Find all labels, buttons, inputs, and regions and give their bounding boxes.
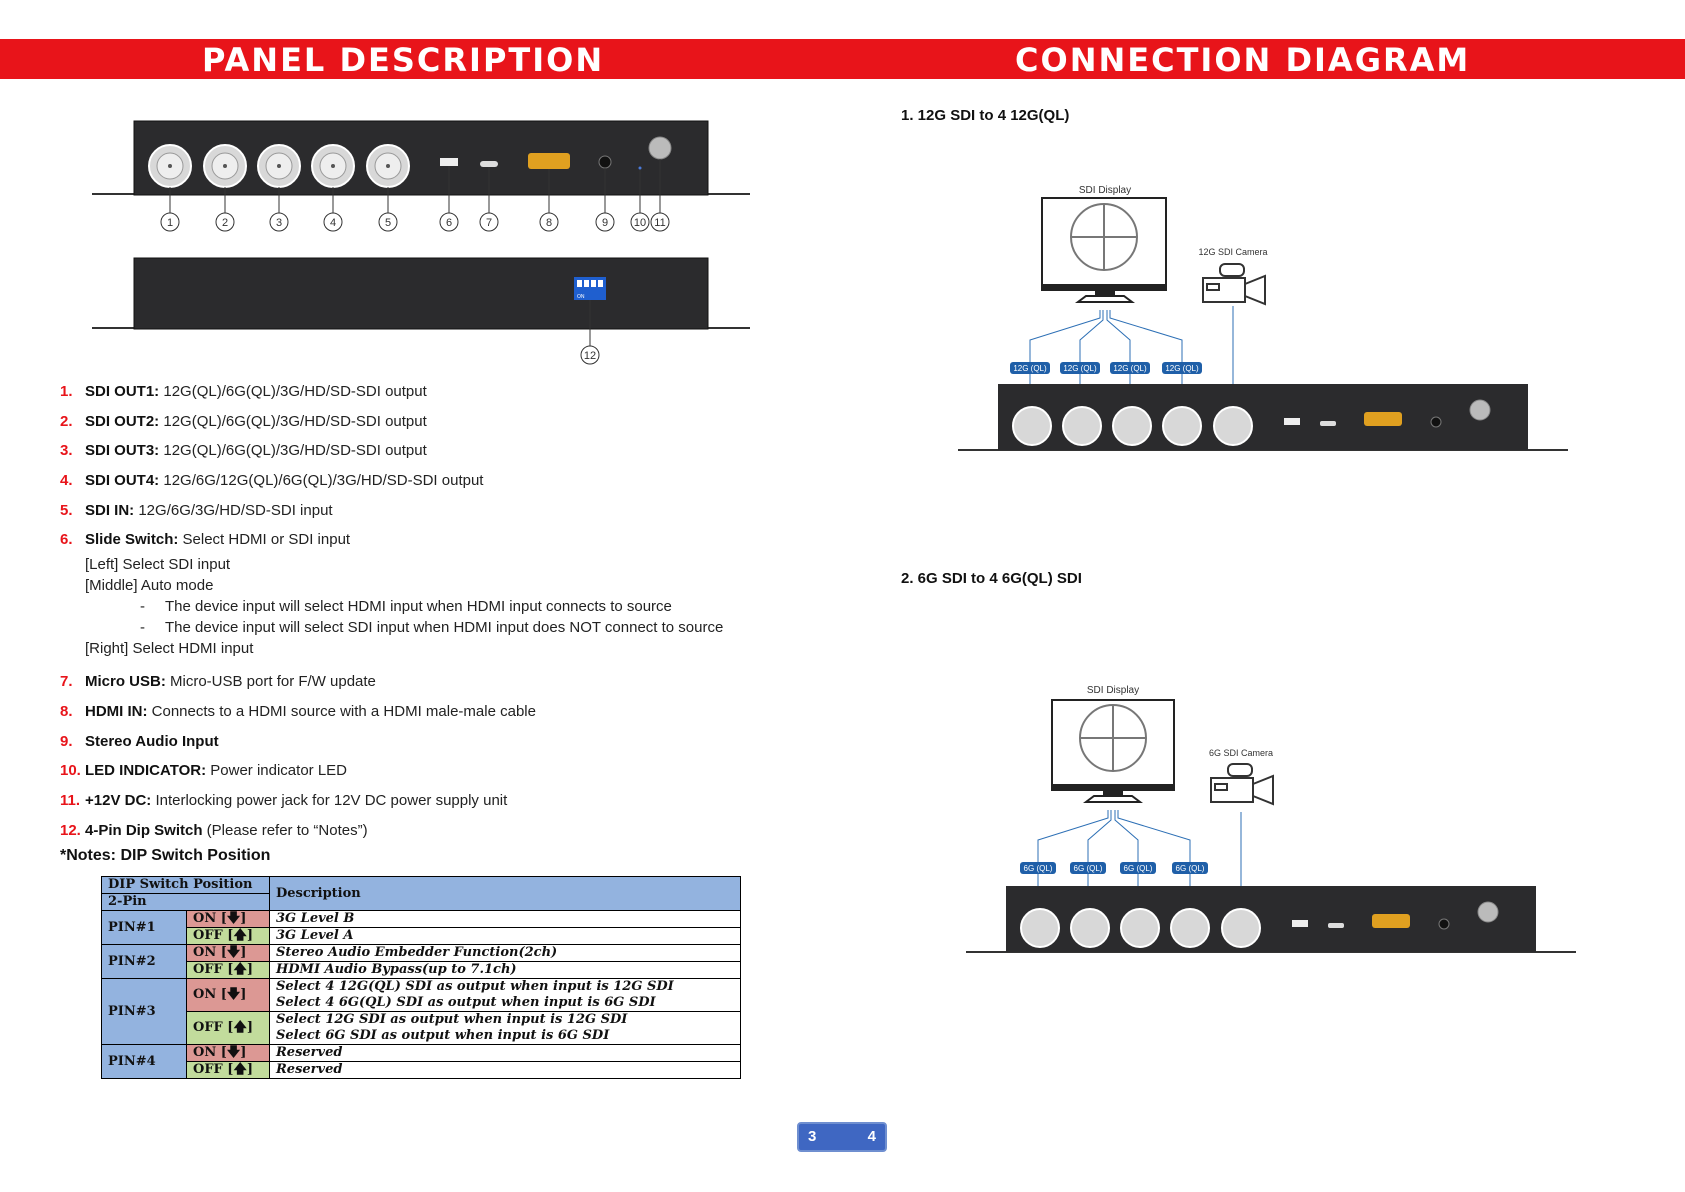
list-item: 4. SDI OUT4: 12G/6G/12G(QL)/6G(QL)/3G/HD/SD-SDI output (60, 472, 484, 489)
page-number-left: 3 (808, 1128, 817, 1145)
notes-title: *Notes: DIP Switch Position (60, 847, 271, 864)
table-cell-desc (270, 1012, 741, 1045)
table-cell-off: OFF [🡅] (187, 928, 270, 945)
list-item: 3. SDI OUT3: 12G(QL)/6G(QL)/3G/HD/SD-SDI output (60, 442, 427, 459)
page-number-indicator (797, 1122, 887, 1152)
camera-icon (1203, 264, 1265, 304)
diagram-2-title: 2. 6G SDI to 4 6G(QL) SDI (901, 570, 1082, 587)
callout-4: 4 (329, 217, 337, 229)
callout-3: 3 (275, 217, 283, 229)
led-indicator (639, 167, 642, 170)
callout-2: 2 (221, 217, 229, 229)
callout-8: 8 (545, 217, 553, 229)
list-item: 8. HDMI IN: Connects to a HDMI source with a HDMI male-male cable (60, 703, 536, 720)
display-label: SDI Display (1078, 185, 1132, 196)
switch-mode-right: [Right] Select HDMI input (85, 640, 254, 657)
callout-10: 10 (633, 217, 647, 229)
table-cell-pin1: PIN#1 (102, 911, 187, 945)
slide-switch (440, 158, 458, 166)
dip-switch (574, 277, 606, 300)
panel-illustration (0, 0, 820, 370)
camera-label: 12G SDI Camera (1198, 247, 1268, 257)
table-cell-pin4: PIN#4 (102, 1045, 187, 1079)
table-cell-desc (270, 979, 741, 1012)
list-item: 12. 4-Pin Dip Switch (Please refer to “Notes”) (60, 822, 368, 839)
table-header-pin: 2-Pin (102, 894, 270, 911)
cable-label: 6G (QL) (1023, 864, 1053, 873)
bnc-connector (312, 145, 354, 187)
list-item: 6. Slide Switch: Select HDMI or SDI input (60, 531, 351, 548)
camera-icon (1211, 764, 1273, 804)
callout-5: 5 (384, 217, 392, 229)
camera-label: 6G SDI Camera (1208, 748, 1274, 758)
callout-12: 12 (583, 350, 597, 362)
bnc-connector (367, 145, 409, 187)
callout-9: 9 (601, 217, 609, 229)
table-cell-desc: 3G Level B (270, 911, 741, 928)
table-cell-pin2: PIN#2 (102, 945, 187, 979)
cable-label: 12G (QL) (1165, 364, 1199, 373)
dip-switch-table (101, 876, 741, 1079)
table-cell-pin3: PIN#3 (102, 979, 187, 1045)
list-item: 7. Micro USB: Micro-USB port for F/W update (60, 673, 376, 690)
micro-usb-port (480, 161, 498, 167)
display-icon (1052, 700, 1174, 802)
list-item: 10. LED INDICATOR: Power indicator LED (60, 762, 348, 779)
audio-jack (599, 156, 611, 168)
table-cell-desc: Stereo Audio Embedder Function(2ch) (270, 945, 741, 962)
callout-1: 1 (166, 217, 174, 229)
power-jack (649, 137, 671, 159)
table-cell-on: ON [🡇] (187, 911, 270, 928)
bullet-dash: - (140, 619, 145, 636)
switch-mode-left: [Left] Select SDI input (85, 556, 231, 573)
table-cell-on: ON [🡇] (187, 1045, 270, 1062)
cable-label: 12G (QL) (1013, 364, 1047, 373)
list-item: 2. SDI OUT2: 12G(QL)/6G(QL)/3G/HD/SD-SDI output (60, 413, 427, 430)
bnc-connector (204, 145, 246, 187)
table-cell-desc: HDMI Audio Bypass(up to 7.1ch) (270, 962, 741, 979)
desc-line: Select 4 6G(QL) SDI as output when input is 6G SDI (276, 995, 656, 1010)
desc-line: Select 4 12G(QL) SDI as output when input is 12G SDI (276, 979, 674, 994)
desc-line: Select 6G SDI as output when input is 6G SDI (276, 1028, 610, 1043)
bullet-dash: - (140, 598, 145, 615)
cable-label: 6G (QL) (1073, 864, 1103, 873)
display-label: SDI Display (1086, 685, 1140, 696)
connection-diagram-1 (950, 180, 1590, 460)
table-cell-on: ON [🡇] (187, 979, 270, 1012)
table-cell-off: OFF [🡅] (187, 1062, 270, 1079)
table-cell-desc: Reserved (270, 1062, 741, 1079)
switch-auto-hdmi: The device input will select HDMI input when HDMI input connects to source (165, 598, 672, 615)
switch-auto-sdi: The device input will select SDI input when HDMI input does NOT connect to source (165, 619, 724, 636)
table-cell-on: ON [🡇] (187, 945, 270, 962)
panel-description-title: PANEL DESCRIPTION (202, 41, 605, 79)
switch-mode-middle: [Middle] Auto mode (85, 577, 214, 594)
table-cell-off: OFF [🡅] (187, 1012, 270, 1045)
cable-label: 6G (QL) (1123, 864, 1153, 873)
cable-label: 12G (QL) (1113, 364, 1147, 373)
table-cell-off: OFF [🡅] (187, 962, 270, 979)
hdmi-port (528, 153, 570, 169)
list-item: 11. +12V DC: Interlocking power jack for 12V DC power supply unit (60, 792, 508, 809)
bnc-connector (258, 145, 300, 187)
table-cell-desc: 3G Level A (270, 928, 741, 945)
desc-line: Select 12G SDI as output when input is 12G SDI (276, 1012, 628, 1027)
list-item: 5. SDI IN: 12G/6G/3G/HD/SD-SDI input (60, 502, 333, 519)
table-cell-desc: Reserved (270, 1045, 741, 1062)
diagram-1-title: 1. 12G SDI to 4 12G(QL) (901, 107, 1070, 124)
connection-diagram-2 (958, 680, 1598, 960)
callout-7: 7 (485, 217, 493, 229)
cable-label: 6G (QL) (1175, 864, 1205, 873)
bnc-connector (149, 145, 191, 187)
connection-diagram-title: CONNECTION DIAGRAM (1015, 41, 1471, 79)
cable-label: 12G (QL) (1063, 364, 1097, 373)
callout-6: 6 (445, 217, 453, 229)
page-number-right: 4 (867, 1128, 876, 1145)
list-item: 1. SDI OUT1: 12G(QL)/6G(QL)/3G/HD/SD-SDI output (60, 383, 427, 400)
table-header-position: DIP Switch Position (102, 877, 270, 894)
list-item: 9. Stereo Audio Input (60, 733, 219, 750)
display-icon (1042, 198, 1166, 302)
table-header-description: Description (270, 877, 741, 911)
dip-switch-label: ON (577, 294, 585, 300)
callout-11: 11 (654, 217, 666, 229)
